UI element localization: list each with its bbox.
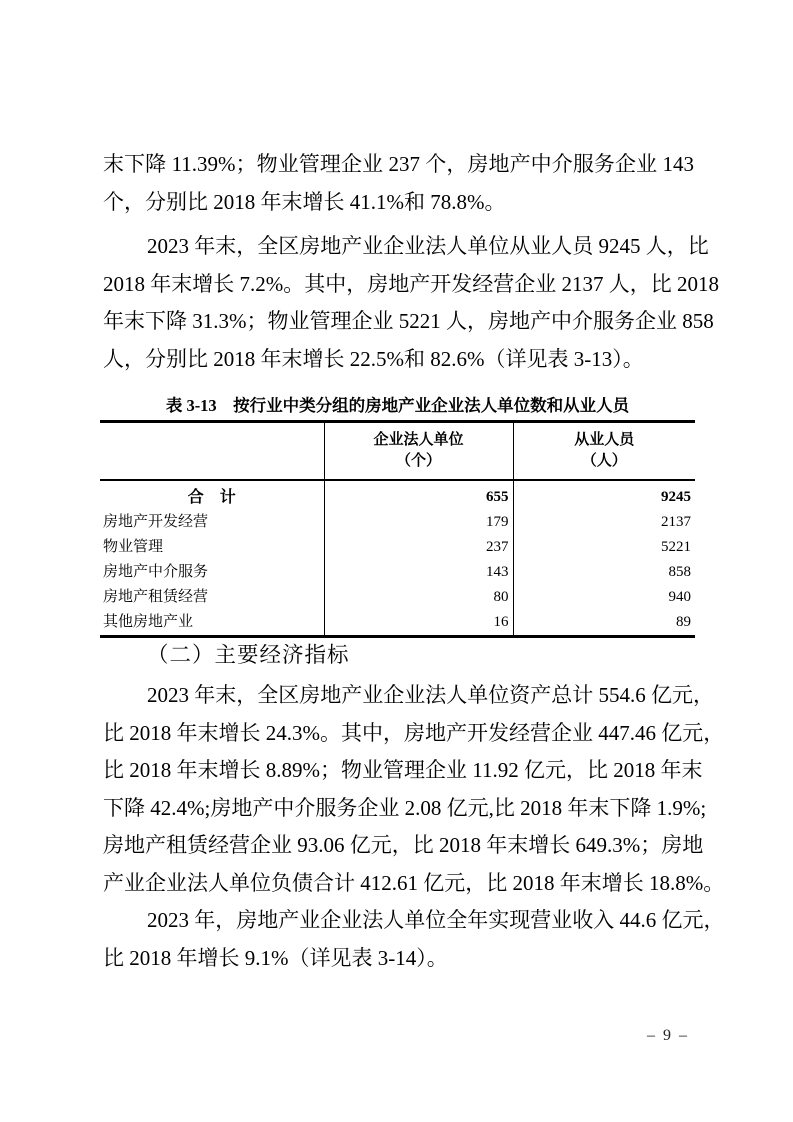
text-line: 下降 42.4%;房地产中介服务企业 2.08 亿元,比 2018 年末下降 1.9%; [103, 795, 707, 820]
row-label-cell: 物业管理 [103, 539, 164, 555]
header-legal-units [324, 422, 513, 481]
text-line: 2023 年，房地产业企业法人单位全年实现营业收入 44.6 亿元， [147, 908, 725, 932]
table-row [100, 585, 695, 610]
text-line: 房地产租赁经营企业 93.06 亿元，比 2018 年末增长 649.3%；房地 [103, 833, 704, 858]
text-line: 产业企业法人单位负债合计 412.61 亿元，比 2018 年末增长 18.8%。 [103, 870, 725, 895]
staff-count-cell: 858 [513, 560, 695, 585]
units-count-cell: 143 [324, 560, 513, 585]
paragraph-assets [103, 677, 725, 903]
units-count-cell: 179 [324, 510, 513, 535]
table-row-total [100, 480, 695, 510]
units-count-cell: 80 [324, 585, 513, 610]
stat-table-3-13 [100, 420, 695, 638]
header-employees-unit: （人） [581, 453, 627, 469]
header-employees [513, 422, 695, 481]
text-line: 比 2018 年末增长 24.3%。其中，房地产开发经营企业 447.46 亿元， [103, 720, 725, 745]
units-count-cell: 237 [324, 535, 513, 560]
row-label-cell: 房地产租赁经营 [103, 589, 209, 605]
staff-count-cell: 9245 [513, 480, 695, 510]
text-line: 人，分别比 2018 年末增长 22.5%和 82.6%（详见表 3-13）。 [103, 346, 644, 371]
table-row [100, 610, 695, 637]
header-empty-cell [100, 422, 324, 481]
paragraph-units-growth [103, 146, 694, 221]
staff-count-cell: 940 [513, 585, 695, 610]
text-line: 2023 年末，全区房地产业企业法人单位资产总计 554.6 亿元， [147, 683, 714, 707]
table-row [100, 560, 695, 585]
row-label-cell: 房地产开发经营 [103, 514, 209, 530]
table-row [100, 510, 695, 535]
staff-count-cell: 2137 [513, 510, 695, 535]
header-employees-title: 从业人员 [574, 432, 635, 448]
table-header-row [100, 422, 695, 481]
text-line: 2018 年末增长 7.2%。其中，房地产开发经营企业 2137 人，比 2018 [103, 271, 719, 296]
header-legal-units-title: 企业法人单位 [373, 432, 464, 448]
text-line: 2023 年末，全区房地产业企业法人单位从业人员 9245 人，比 [147, 234, 709, 258]
units-count-cell: 655 [324, 480, 513, 510]
text-line: 比 2018 年增长 9.1%（详见表 3-14）。 [103, 945, 448, 970]
staff-count-cell: 5221 [513, 535, 695, 560]
paragraph-employment [103, 228, 719, 378]
text-line: 比 2018 年末增长 8.89%；物业管理企业 11.92 亿元，比 2018 年末 [103, 758, 703, 783]
row-label-cell: 房地产中介服务 [103, 564, 209, 580]
staff-count-cell: 89 [513, 610, 695, 637]
text-line: 个，分别比 2018 年末增长 41.1%和 78.8%。 [103, 189, 506, 214]
section-heading-economic-indicators: （二）主要经济指标 [147, 643, 350, 667]
units-count-cell: 16 [324, 610, 513, 637]
row-label-cell: 合 计 [187, 489, 236, 506]
paragraph-revenue [103, 902, 725, 977]
table-title: 表 3-13 按行业中类分组的房地产业企业法人单位数和从业人员 [165, 396, 630, 415]
row-label-cell: 其他房地产业 [103, 614, 194, 630]
table-row [100, 535, 695, 560]
page-number: – 9 – [647, 1027, 689, 1044]
header-legal-units-unit: （个） [395, 453, 441, 469]
text-line: 年末下降 31.3%；物业管理企业 5221 人，房地产中介服务企业 858 [103, 309, 714, 334]
text-line: 末下降 11.39%；物业管理企业 237 个，房地产中介服务企业 143 [103, 152, 694, 176]
